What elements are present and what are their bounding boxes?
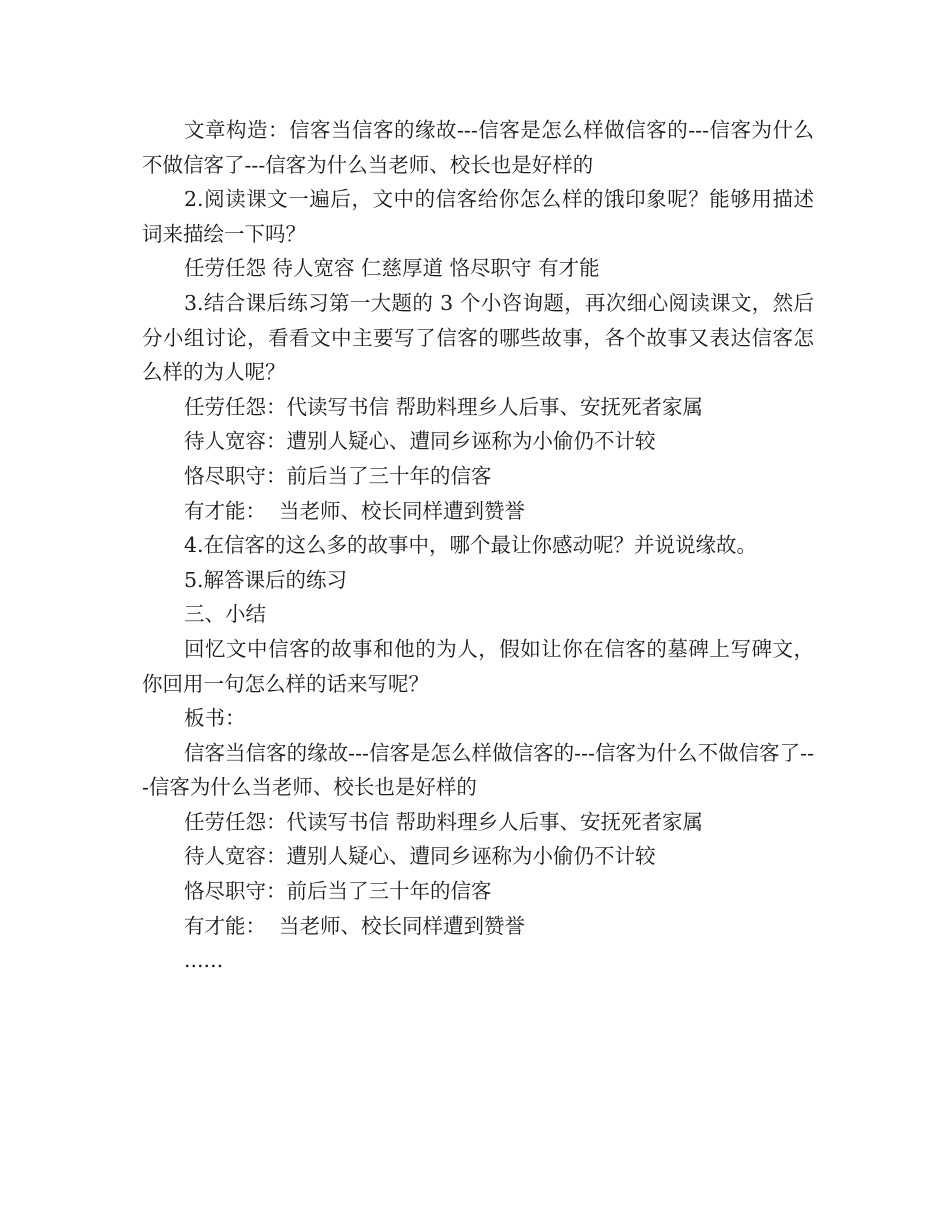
section-heading-blackboard: 板书：	[184, 706, 246, 731]
paragraph-blackboard-hardworking: 任劳任怨：代读写书信 帮助料理乡人后事、安抚死者家属	[184, 809, 704, 834]
paragraph-trait-dutiful: 恪尽职守：前后当了三十年的信客	[184, 463, 492, 488]
document-body	[142, 113, 814, 978]
paragraph-trait-hardworking: 任劳任怨：代读写书信 帮助料理乡人后事、安抚死者家属	[184, 394, 704, 419]
paragraph-blackboard-tolerant: 待人宽容：遭别人疑心、遭同乡诬称为小偷仍不计较	[184, 844, 656, 869]
paragraph-trait-talented: 有才能： 当老师、校长同样遭到赞誉	[184, 498, 526, 523]
paragraph-blackboard-dutiful: 恪尽职守：前后当了三十年的信客	[184, 879, 492, 904]
paragraph-traits: 任劳任怨 待人宽容 仁慈厚道 恪尽职守 有才能	[184, 256, 600, 281]
paragraph-ellipsis: ......	[184, 948, 224, 973]
paragraph-question-3: 3.结合课后练习第一大题的 3 个小咨询题，再次细心阅读课文，然后分小组讨论，看看文中主要写了信客的哪些故事，各个故事又表达信客怎么样的为人呢？	[142, 290, 814, 385]
paragraph-summary: 回忆文中信客的故事和他的为人，假如让你在信客的墓碑上写碑文，你回用一句怎么样的话来写呢？	[142, 636, 814, 696]
paragraph-question-5: 5.解答课后的练习	[184, 567, 348, 592]
paragraph-blackboard-talented: 有才能： 当老师、校长同样遭到赞誉	[184, 913, 526, 938]
paragraph-question-4: 4.在信客的这么多的故事中，哪个最让你感动呢？并说说缘故。	[184, 533, 758, 558]
paragraph-blackboard-structure: 信客当信客的缘故---信客是怎么样做信客的---信客为什么不做信客了---信客为什么当老师、校长也是好样的	[142, 740, 814, 800]
paragraph-article-structure: 文章构造：信客当信客的缘故---信客是怎么样做信客的---信客为什么不做信客了---信客为什么当老师、校长也是好样的	[142, 118, 814, 177]
section-heading-summary: 三、小结	[184, 602, 266, 627]
paragraph-trait-tolerant: 待人宽容：遭别人疑心、遭同乡诬称为小偷仍不计较	[184, 429, 656, 454]
paragraph-question-2: 2.阅读课文一遍后，文中的信客给你怎么样的饿印象呢？能够用描述词来描绘一下吗？	[142, 187, 814, 246]
